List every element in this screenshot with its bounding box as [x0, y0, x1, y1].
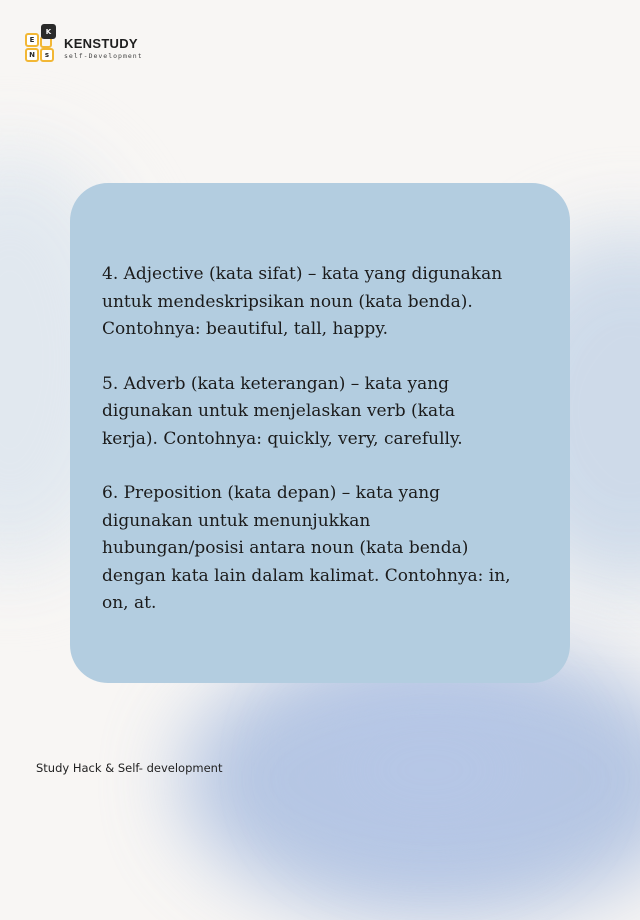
- logo-text: [64, 36, 143, 60]
- brand-logo: [24, 24, 143, 64]
- content-card: [70, 183, 570, 683]
- brand-tagline: self-Development: [64, 52, 143, 60]
- brand-name: KENSTUDY: [64, 36, 138, 51]
- paragraph-adverb: 5. Adverb (kata keterangan) – kata yang digunakan untuk menjelaskan verb (kata kerja). Contohnya: quickly, very, carefully.: [102, 373, 463, 449]
- paragraph-preposition: 6. Preposition (kata depan) – kata yang digunakan untuk menunjukkan hubungan/posisi antara noun (kata benda) dengan kata lain dalam kalimat. Contohnya: in, on, at.: [102, 483, 511, 613]
- paragraph-adjective: 4. Adjective (kata sifat) – kata yang digunakan untuk mendeskripsikan noun (kata benda). Contohnya: beautiful, tall, happy.: [102, 264, 503, 339]
- logo-tile-e: E: [25, 33, 39, 47]
- logo-tile-n: N: [25, 48, 39, 62]
- logo-tile-k: K: [41, 24, 56, 39]
- logo-tile-s: s: [40, 48, 54, 62]
- puzzle-logo-icon: [24, 24, 58, 64]
- footer-text: Study Hack & Self- development: [36, 761, 223, 775]
- background-blob: [300, 680, 560, 860]
